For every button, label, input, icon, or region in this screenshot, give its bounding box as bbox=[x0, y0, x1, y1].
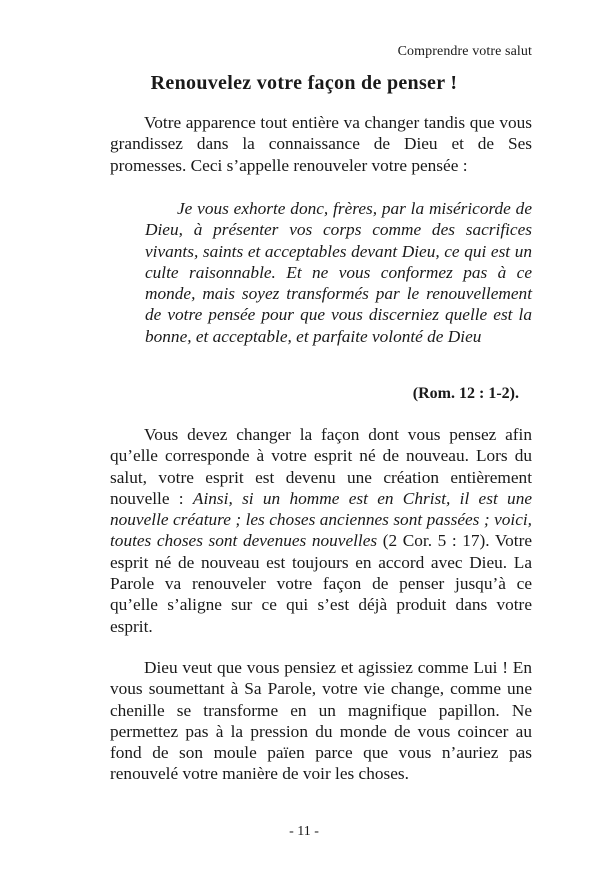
paragraph-transformation: Dieu veut que vous pensiez et agissiez comme Lui ! En vous soumettant à Sa Parole, votre vie change, comme une chenille se transforme en un magnifique papillon. Ne permettez pas à la pression du monde de vous coincer au fond de son moule païen parce que vous n’auriez pas renouvelé votre manière de voir les choses. bbox=[110, 658, 532, 784]
paragraph-intro: Votre apparence tout entière va changer tandis que vous grandissez dans la connaissance de Dieu et de Ses promesses. Ceci s’appelle renouveler votre pensée : bbox=[110, 113, 532, 175]
chapter-title: Renouvelez votre façon de penser ! bbox=[150, 72, 458, 94]
paragraph-new-creation bbox=[110, 424, 532, 637]
page-number: - 11 - bbox=[289, 824, 319, 839]
running-head: Comprendre votre salut bbox=[397, 44, 532, 59]
paragraph-new-creation-end: (2 Cor. 5 : 17). Votre esprit né de nouveau est toujours en accord avec Dieu. La Parole va renouveler votre façon de penser jusqu’à ce qu’elle s’aligne sur ce qui s’est déjà produit dans votre esprit. bbox=[110, 531, 533, 636]
paragraph-new-creation-start: Vous devez changer la façon dont vous pensez afin qu’elle corresponde à votre esprit né de nouveau. Lors du salut, votre esprit est devenu une création entièrement nouvelle : bbox=[110, 425, 532, 508]
paragraph-new-creation-citation: Ainsi, si un homme est en Christ, il est une nouvelle créature ; les choses anciennes sont passées ; voici, toutes choses sont devenues nouvelles bbox=[110, 488, 533, 551]
scripture-quote: Je vous exhorte donc, frères, par la miséricorde de Dieu, à présenter vos corps comme des sacrifices vivants, saints et acceptables devant Dieu, ce qui est un culte raisonnable. Et ne vous conformez pas à ce monde, mais soyez transformés par le renouvellement de votre pensée pour que vous discerniez quelle est la bonne, et acceptable, et parfaite volonté de Dieu bbox=[145, 199, 532, 346]
scripture-reference: (Rom. 12 : 1-2). bbox=[412, 385, 519, 402]
